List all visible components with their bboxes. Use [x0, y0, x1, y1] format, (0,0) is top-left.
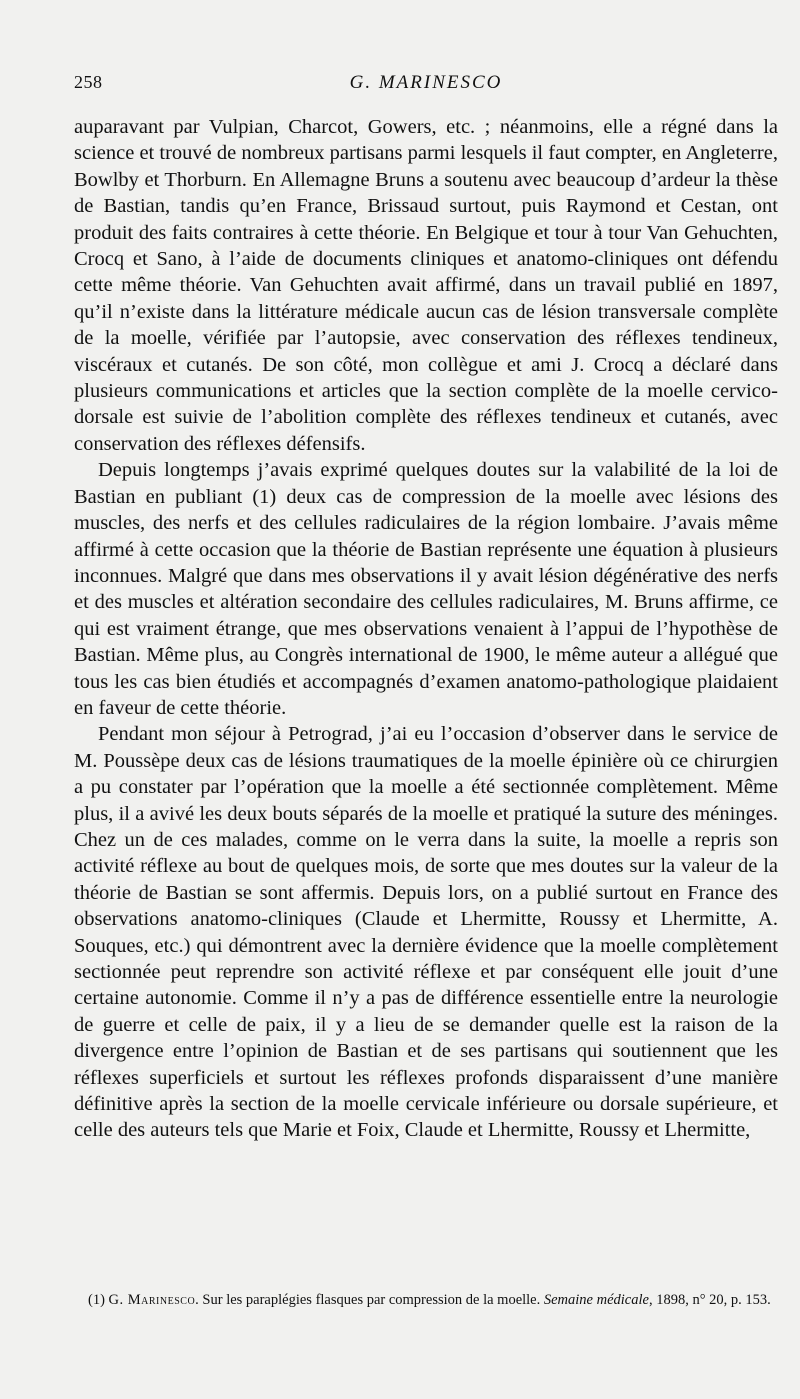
page-number: 258 — [74, 72, 103, 92]
footnote-mark: (1) — [88, 1292, 105, 1308]
footnote-1 — [74, 1290, 778, 1311]
paragraph-2: Depuis longtemps j’avais exprimé quelques doutes sur la valabilité de la loi de Bastian en publiant (1) deux cas de compression de la moelle avec lésions des muscles, des nerfs et des cellules radiculaires de la région lombaire. J’avais même affirmé à cette occasion que la théorie de Bastian représente une équation à plusieurs inconnues. Malgré que dans mes observations il y avait lésion dégénérative des nerfs et des muscles et altération secondaire des cellules radiculaires, M. Bruns affirme, ce qui est vraiment étrange, que mes observations venaient à l’appui de l’hypothèse de Bastian. Même plus, au Congrès international de 1900, le même auteur a allégué que tous les cas bien étudiés et accompagnés d’examen anatomo-pathologique plaidaient en faveur de cette théorie. — [74, 459, 778, 719]
footnotes — [74, 1290, 778, 1311]
footnote-author: G. Marinesco — [108, 1292, 196, 1308]
footnote-journal: Semaine médicale — [543, 1292, 649, 1308]
body-text — [74, 114, 778, 1144]
page-header — [74, 72, 778, 102]
footnote-title: . Sur les paraplégies flasques par compression de la moelle. — [195, 1292, 544, 1308]
running-head: G. MARINESCO — [349, 72, 503, 93]
footnote-citation: , 1898, n° 20, p. 153. — [648, 1292, 771, 1308]
paragraph-3: Pendant mon séjour à Petrograd, j’ai eu l’occasion d’observer dans le service de M. Poussèpe deux cas de lésions traumatiques de la moelle épinière où ce chirurgien a pu constater par l’opération que la moelle a été sectionnée complètement. Même plus, il a avivé les deux bouts séparés de la moelle et pratiqué la suture des méninges. Chez un de ces malades, comme on le verra dans la suite, la moelle a repris son activité réflexe au bout de quelques mois, de sorte que mes doutes sur la valeur de la théorie de Bastian se sont affermis. Depuis lors, on a publié surtout en France des observations anatomo-cliniques (Claude et Lhermitte, Roussy et Lhermitte, A. Souques, etc.) qui démontrent avec la dernière évidence que la moelle complètement sectionnée peut reprendre son activité réflexe et par conséquent elle jouit d’une certaine autonomie. Comme il n’y a pas de différence essentielle entre la neurologie de guerre et celle de paix, il y a lieu de se demander quelle est la raison de la divergence entre l’opinion de Bastian et de ses partisans qui soutiennent que les réflexes superficiels et surtout les réflexes profonds disparaissent d’une manière définitive après la section de la moelle cervicale inférieure ou dorsale supérieure, et celle des auteurs tels que Marie et Foix, Claude et Lhermitte, Roussy et Lhermitte, — [74, 723, 778, 1142]
paragraph-1: auparavant par Vulpian, Charcot, Gowers, etc. ; néanmoins, elle a régné dans la science et trouvé de nombreux partisans parmi lesquels il faut compter, en Angleterre, Bowlby et Thorburn. En Allemagne Bruns a soutenu avec beaucoup d’ardeur la thèse de Bastian, tandis qu’en France, Brissaud surtout, puis Raymond et Cestan, ont produit des faits contraires à cette théorie. En Belgique et tour à tour Van Gehuchten, Crocq et Sano, à l’aide de documents cliniques et anatomo-cliniques ont défendu cette même théorie. Van Gehuchten avait affirmé, dans un travail publié en 1897, qu’il n’existe dans la littérature médicale aucun cas de lésion transversale complète de la moelle, vérifiée par l’autopsie, avec conservation des réflexes tendineux, viscéraux et cutanés. De son côté, mon collègue et ami J. Crocq a déclaré dans plusieurs communications et articles que la section complète de la moelle cervico-dorsale est suivie de l’abolition complète des réflexes tendineux et cutanés, avec conservation des réflexes défensifs. — [74, 116, 778, 455]
